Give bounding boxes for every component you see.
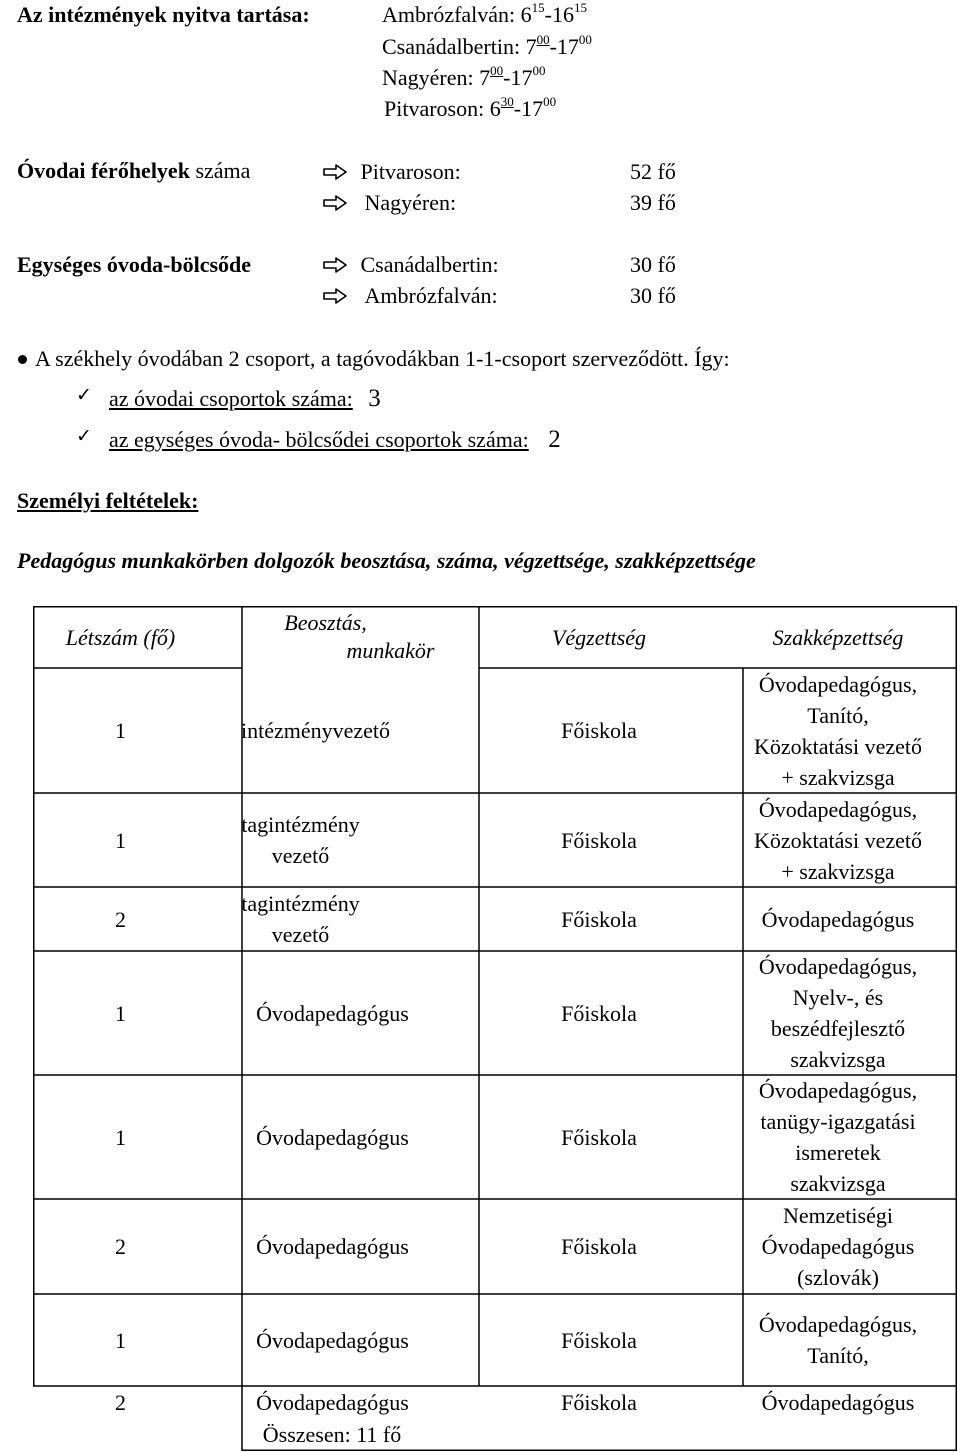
qualification-line: Óvodapedagógus: [761, 906, 915, 932]
cell-qualification: [719, 793, 957, 887]
opening-to-minute: 00: [578, 32, 592, 47]
group-item-value: 2: [548, 426, 561, 453]
cell-role: [214, 1075, 451, 1199]
checkmark-icon: ✓: [76, 384, 92, 406]
qualification-line: Óvodapedagógus: [761, 1389, 915, 1415]
cell-role: [214, 1199, 451, 1294]
qualification-line: ismeretek: [795, 1140, 881, 1165]
qualification-line: Tanító,: [807, 1343, 869, 1368]
capacity-row-ambrozfalva: [323, 285, 498, 307]
opening-from-minute: 00: [536, 32, 550, 47]
qualification-line: beszédfejlesztő: [770, 1016, 906, 1041]
header-role: [242, 606, 479, 668]
header-role-line2: munkakör: [346, 638, 435, 663]
capacity-row-nagyeren: [323, 192, 456, 214]
header-education: Végzettség: [551, 624, 647, 650]
cell-qualification: [719, 1386, 957, 1418]
qualification-line: Óvodapedagógus,: [758, 671, 918, 697]
cell-role: [214, 1294, 451, 1386]
opening-to-hour: 17: [510, 65, 533, 90]
staff-table: [33, 606, 957, 1451]
opening-place: Ambrózfalván:: [382, 2, 516, 27]
qualification-line: szakvizsga: [790, 1047, 886, 1072]
qualification-line: tanügy-igazgatási: [760, 1109, 916, 1134]
cell-count: 1: [115, 718, 126, 743]
cell-count: 1: [115, 1000, 126, 1026]
capacity-row-pitvaros: [323, 161, 461, 183]
capacity-value: 39 fő: [630, 190, 676, 215]
opening-from-hour: 6: [520, 2, 532, 27]
checkmark-icon: ✓: [76, 425, 92, 447]
opening-row-nagyeren: Nagyéren: $7^{00}-17^{00}$: [382, 63, 546, 90]
cell-role-line: tagintézmény: [241, 891, 360, 916]
cell-count: 1: [115, 1327, 126, 1353]
arrow-right-icon: [323, 164, 347, 180]
arrow-right-icon: [323, 195, 347, 211]
bullet-icon: [18, 355, 27, 364]
cell-qualification: [719, 887, 957, 951]
opening-to-hour: 17: [556, 34, 579, 59]
cell-qualification: [719, 668, 957, 793]
opening-row-csanadalbertin: Csanádalbertin: $7^{00}-17^{00}$: [382, 32, 592, 59]
qualification-line: + szakvizsga: [781, 764, 895, 790]
cell-role-line: Óvodapedagógus: [256, 1000, 409, 1026]
qualification-line: Óvodapedagógus,: [758, 1078, 918, 1103]
capacity-place: Nagyéren:: [364, 190, 457, 215]
capacity-value: 30 fő: [630, 252, 676, 277]
group-item-egyseges: [109, 427, 561, 452]
groups-summary-text: A székhely óvodában 2 csoport, a tagóvodákban 1-1-csoport szerveződött. Így:: [35, 346, 730, 371]
capacity-row-csanadalbertin: [323, 254, 499, 276]
qualification-line: Nemzetiségi: [783, 1203, 893, 1228]
opening-from-minute: 00: [490, 63, 504, 78]
cell-role-line: Óvodapedagógus: [256, 1327, 409, 1353]
egyseges-label: Egységes óvoda-bölcsőde: [17, 252, 252, 277]
cell-education: Főiskola: [561, 1327, 637, 1353]
cell-education: Főiskola: [561, 1234, 637, 1259]
cell-count: 1: [115, 827, 126, 853]
opening-from-hour: 6: [489, 96, 501, 121]
cell-role: [197, 668, 434, 793]
header-qualification: Szakképzettség: [772, 624, 904, 650]
cell-role-line: Óvodapedagógus: [256, 1234, 409, 1259]
arrow-right-icon: [323, 257, 347, 273]
cell-count: 2: [115, 1234, 126, 1259]
qualification-line: Óvodapedagógus,: [758, 1312, 918, 1337]
capacity-value: 30 fő: [630, 283, 676, 308]
cell-role-line: vezető: [271, 922, 330, 947]
opening-place: Pitvaroson:: [384, 96, 485, 121]
cell-count: 1: [115, 1124, 126, 1150]
qualification-line: Nyelv-, és: [792, 985, 884, 1010]
capacity-place: Pitvaroson:: [360, 159, 461, 184]
opening-to-hour: 17: [521, 96, 544, 121]
opening-to-hour: 16: [552, 2, 574, 27]
cell-role: [182, 793, 419, 887]
cell-count: 2: [115, 906, 126, 932]
cell-role-line: tagintézmény: [241, 812, 360, 837]
cell-education: Főiskola: [561, 1000, 637, 1026]
cell-role-line: Óvodapedagógus: [256, 1124, 409, 1150]
cell-qualification: [719, 1199, 957, 1294]
ovodai-ferohelyek-label: [17, 160, 250, 182]
cell-role-line: vezető: [271, 843, 330, 868]
arrow-right-icon: [323, 288, 347, 304]
opening-to-minute: 00: [543, 94, 557, 109]
group-item-ovodai: [109, 386, 381, 411]
cell-role: [182, 887, 419, 951]
cell-count: 2: [115, 1389, 126, 1415]
qualification-line: + szakvizsga: [781, 858, 895, 884]
cell-education: Főiskola: [561, 718, 637, 743]
cell-role: [214, 1386, 451, 1418]
opening-from-hour: 7: [479, 65, 491, 90]
qualification-line: Közoktatási vezető: [754, 733, 922, 759]
opening-from-hour: 7: [525, 34, 537, 59]
cell-role-line: intézményvezető: [240, 718, 391, 743]
header-role-line1: Beosztás,: [284, 610, 367, 635]
cell-education: Főiskola: [561, 1389, 637, 1415]
cell-role-line: Óvodapedagógus: [256, 1389, 409, 1415]
opening-place: Nagyéren:: [382, 65, 474, 90]
capacity-place: Ambrózfalván:: [364, 283, 498, 308]
ovodai-label-rest: száma: [189, 158, 251, 183]
opening-row-ambrozfalva: Ambrózfalván: $6^{15}-16^{15}$: [382, 0, 587, 27]
cell-qualification: [719, 1294, 957, 1386]
qualification-line: Óvodapedagógus,: [758, 954, 918, 979]
group-item-value: 3: [368, 385, 381, 412]
ovodai-label-bold: Óvodai férőhelyek: [17, 158, 190, 183]
opening-row-pitvaros: Pitvaroson: $6^{30}-17^{00}$: [384, 94, 557, 121]
opening-to-minute: 00: [532, 63, 546, 78]
opening-to-minute: 15: [574, 0, 587, 15]
opening-from-minute: 30: [500, 94, 514, 109]
personal-heading: Személyi feltételek:: [17, 488, 199, 513]
header-count: Létszám (fő): [65, 624, 176, 650]
capacity-value: 52 fő: [630, 159, 676, 184]
group-item-label: az egységes óvoda- bölcsődei csoportok száma:: [109, 427, 529, 452]
qualification-line: (szlovák): [797, 1265, 879, 1290]
cell-education: Főiskola: [561, 906, 637, 932]
cell-qualification: [719, 951, 957, 1075]
group-item-label: az óvodai csoportok száma:: [109, 386, 353, 411]
qualification-line: Óvodapedagógus: [761, 1234, 915, 1259]
table-total: Összesen: 11 fő: [262, 1421, 402, 1447]
cell-qualification: [719, 1075, 957, 1199]
qualification-line: Tanító,: [807, 702, 869, 728]
opening-place: Csanádalbertin:: [382, 34, 521, 59]
personal-subheading: Pedagógus munkakörben dolgozók beosztása, száma, végzettsége, szakképzettsége: [17, 548, 756, 573]
cell-education: Főiskola: [561, 827, 637, 853]
opening-hours-label: Az intézmények nyitva tartása:: [17, 2, 310, 27]
qualification-line: szakvizsga: [790, 1171, 886, 1196]
capacity-place: Csanádalbertin:: [360, 252, 499, 277]
qualification-line: Közoktatási vezető: [754, 827, 922, 853]
cell-role: [214, 951, 451, 1075]
opening-from-minute: 15: [531, 0, 545, 15]
qualification-line: Óvodapedagógus,: [758, 796, 918, 822]
cell-education: Főiskola: [561, 1124, 637, 1150]
